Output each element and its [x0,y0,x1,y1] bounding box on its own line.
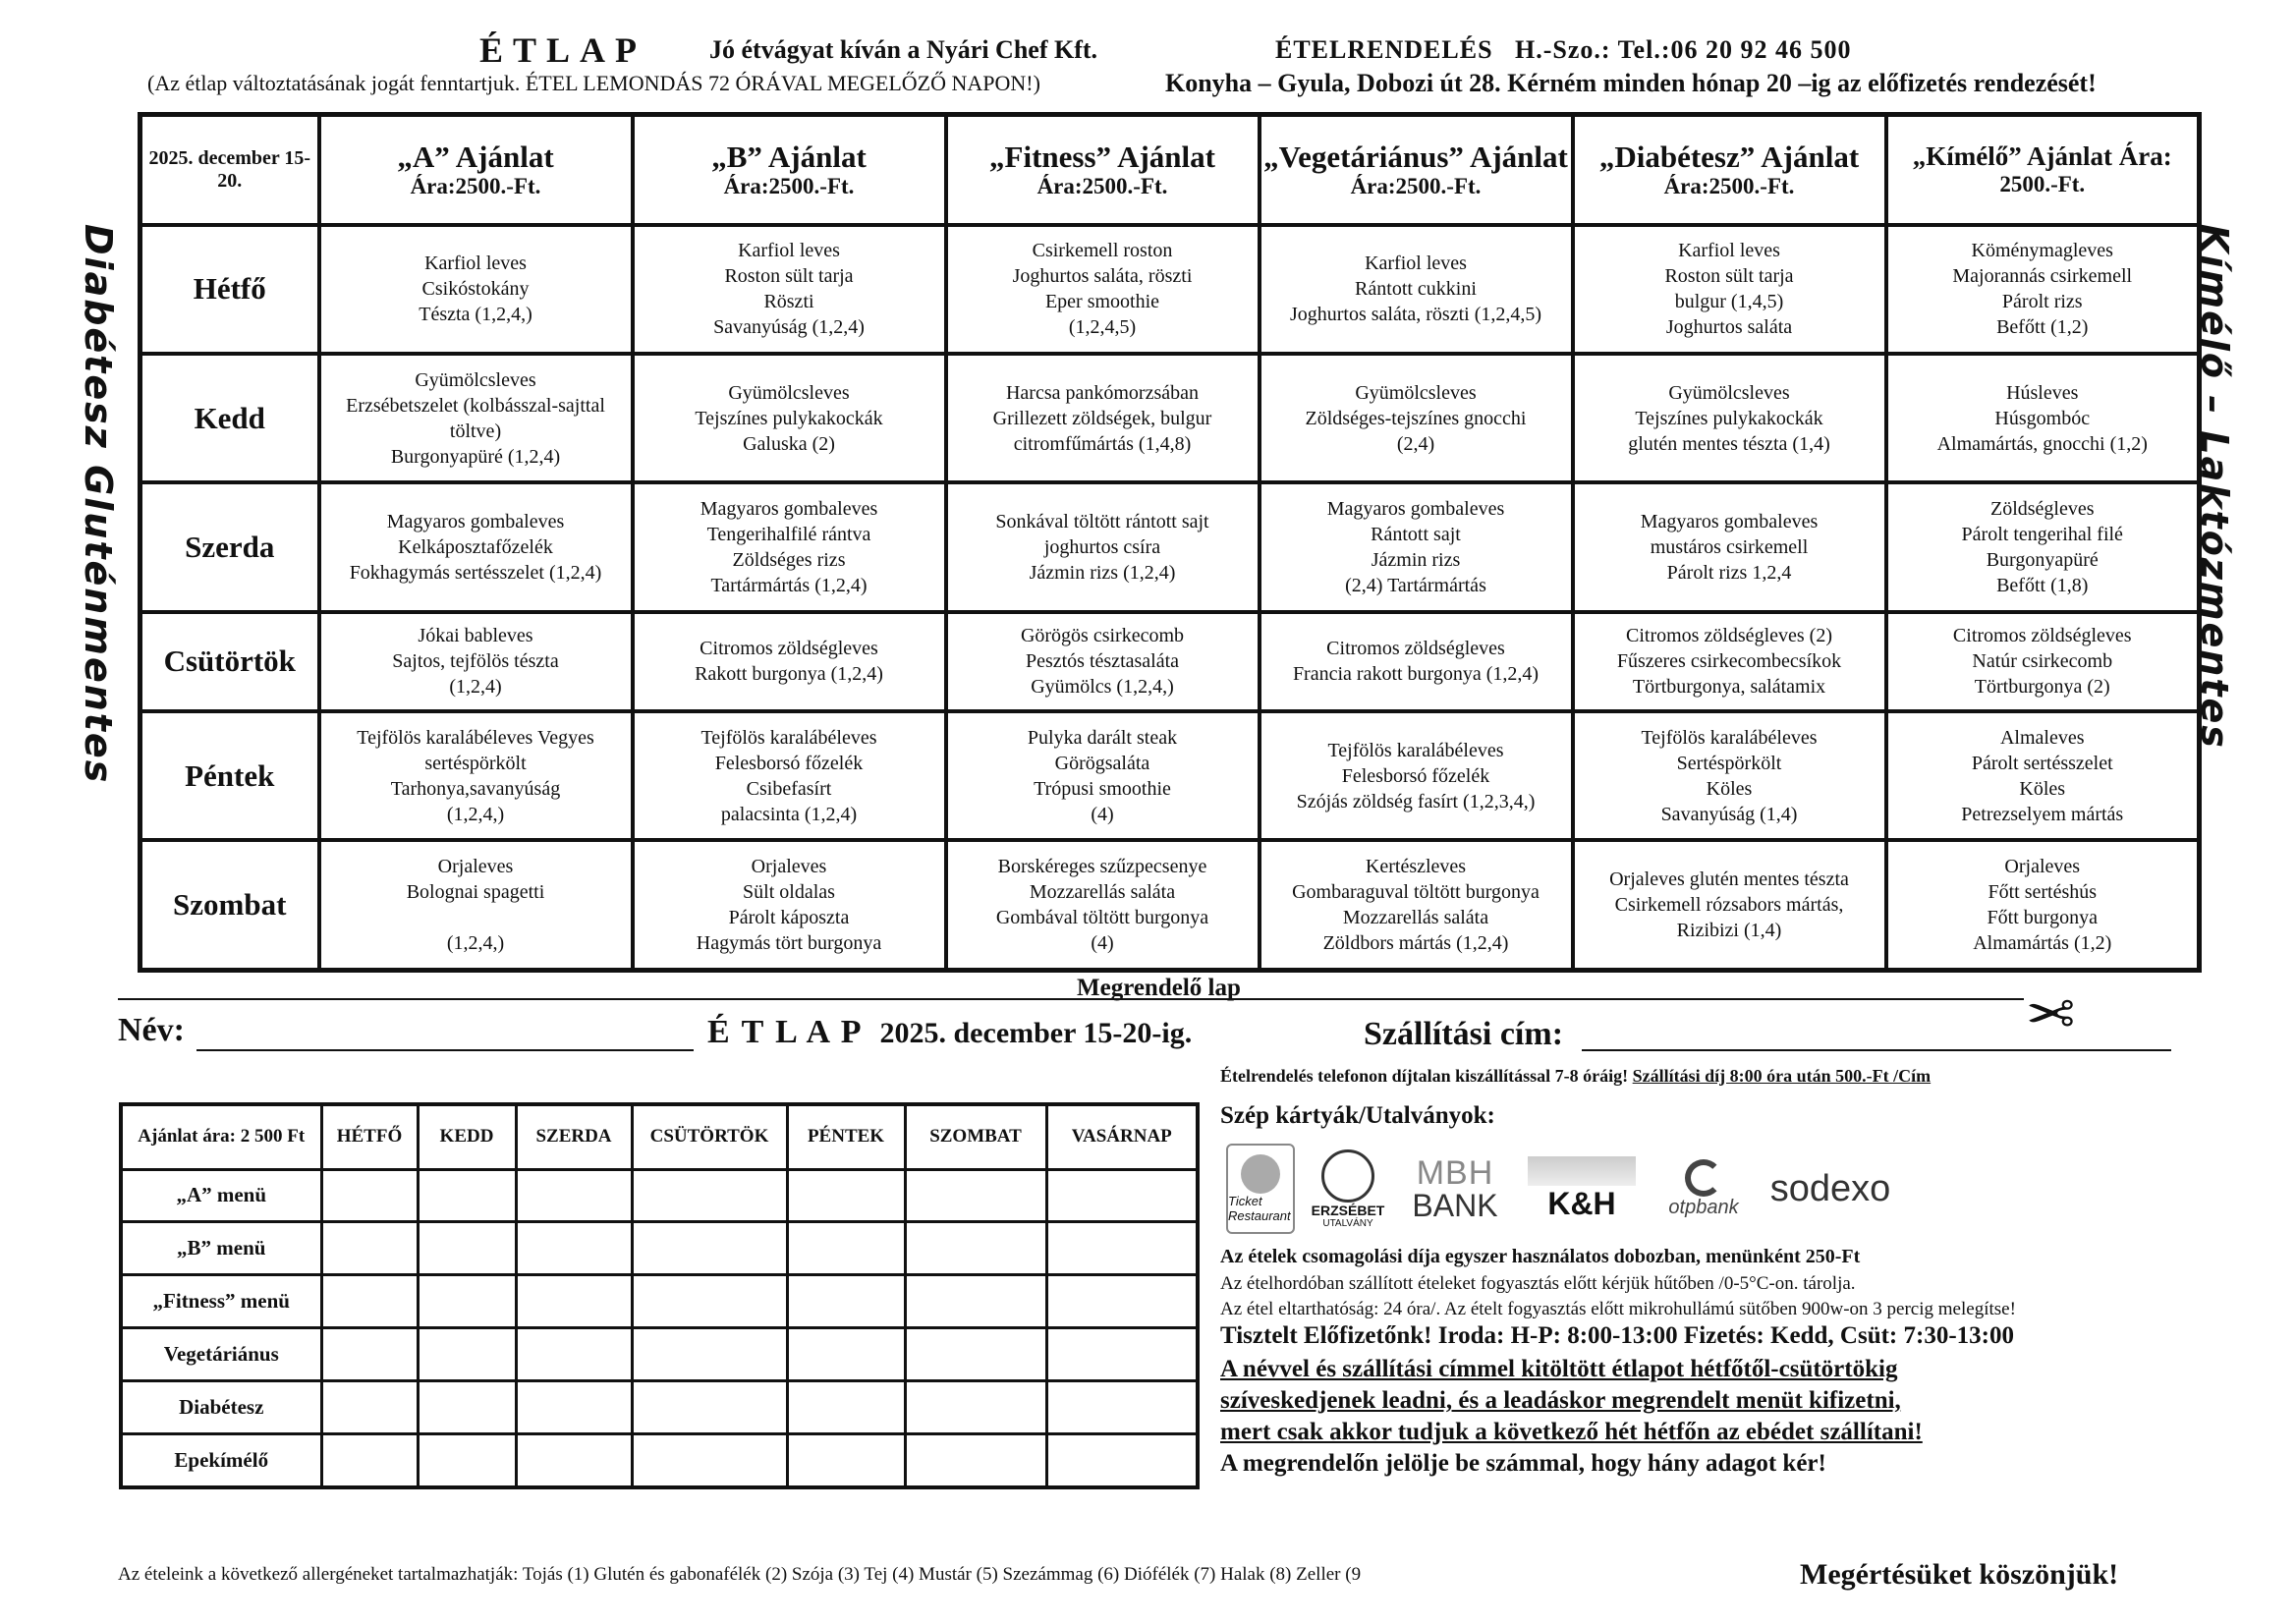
order-phone-line [1275,35,1851,65]
menu-cell: Csirkemell roston Joghurtos saláta, röszti Eper smoothie (1,2,4,5) [946,225,1260,354]
menu-cell: Citromos zöldségleves Natúr csirkecomb Törtburgonya (2) [1886,612,2200,711]
offer-header-vegetarian [1260,115,1573,225]
order-menu-week [707,1014,1192,1051]
order-cell[interactable] [787,1169,905,1222]
mbh-logo [1401,1156,1509,1221]
order-cell[interactable] [1046,1327,1198,1380]
logo-text: BANK [1412,1188,1498,1223]
order-cell[interactable] [516,1433,632,1487]
order-row-fitness [121,1275,1198,1328]
logo-text: ERZSÉBET [1311,1202,1385,1218]
delivery-text: Ételrendelés telefonon díjtalan kiszállítással 7-8 óráig! [1220,1066,1629,1086]
menu-cell: Zöldségleves Párolt tengerihal filé Burgonyapüré Befőtt (1,8) [1886,482,2200,611]
menu-cell: Citromos zöldségleves Francia rakott burgonya (1,2,4) [1260,612,1573,711]
col-header: VASÁRNAP [1046,1104,1198,1169]
ticket-circle-icon [1241,1154,1280,1194]
row-label: Vegetáriánus [121,1327,321,1380]
menu-cell: Húsleves Húsgombóc Almamártás, gnocchi (1,2) [1886,354,2200,482]
menu-cell: Tejfölös karalábéleves Felesborsó főzelék Szójás zöldség fasírt (1,2,3,4,) [1260,711,1573,840]
order-cell[interactable] [632,1433,787,1487]
cards-title: Szép kártyák/Utalványok: [1220,1102,1495,1129]
logo-text: K&H [1547,1185,1616,1221]
delivery-info [1220,1066,1931,1087]
order-cell[interactable] [905,1327,1046,1380]
offer-name: „B” Ajánlat [711,139,867,174]
order-form-title: Megrendelő lap [1077,975,1241,1001]
offer-header-a [319,115,633,225]
greeting-text: Jó étvágyat kíván a Nyári Chef Kft. [709,35,1098,64]
order-cell[interactable] [321,1380,418,1433]
offer-name: „Diabétesz” Ajánlat [1598,139,1860,174]
packaging-note: Az ételek csomagolási díja egyszer használatos dobozban, menünként 250-Ft [1220,1246,1861,1267]
menu-row-saturday [140,840,2200,970]
day-label: Szerda [140,482,319,611]
order-cell[interactable] [418,1380,516,1433]
order-cell[interactable] [418,1275,516,1328]
menu-cell: Orjaleves Sült oldalas Párolt káposzta Hagymás tört burgonya [633,840,946,970]
order-cell[interactable] [1046,1433,1198,1487]
menu-cell: Harcsa pankómorzsában Grillezett zöldségek, bulgur citromfűmártás (1,4,8) [946,354,1260,482]
storage-note: Az ételhordóban szállított ételeket fogyasztás előtt kérjük hűtőben /0-5°C-on. tárolja. [1220,1273,1856,1294]
menu-cell: Köménymagleves Majorannás csirkemell Párolt rizs Befőtt (1,2) [1886,225,2200,354]
offer-header-fitness [946,115,1260,225]
menu-cell: Tejfölös karalábéleves Felesborsó főzelék Csibefasírt palacsinta (1,2,4) [633,711,946,840]
menu-cell: Magyaros gombaleves Tengerihalfilé rántva Zöldséges rizs Tartármártás (1,2,4) [633,482,946,611]
order-label: ÉTELRENDELÉS [1275,35,1493,64]
row-label: Diabétesz [121,1380,321,1433]
offer-name: „Kímélő” Ajánlat Ára: [1912,141,2172,171]
side-label-left: Diabétesz Gluténmentes [77,224,120,785]
row-label: „B” menü [121,1222,321,1275]
office-hours: Tisztelt Előfizetőnk! Iroda: H-P: 8:00-13:00 Fizetés: Kedd, Csüt: 7:30-13:00 [1220,1322,2014,1349]
order-cell[interactable] [905,1380,1046,1433]
order-cell[interactable] [516,1327,632,1380]
order-cell[interactable] [905,1169,1046,1222]
order-week: 2025. december 15-20-ig. [879,1017,1193,1049]
erzsebet-crest-icon [1321,1149,1374,1203]
menu-cell: Magyaros gombaleves Kelkáposztafőzelék Fokhagymás sertésszelet (1,2,4) [319,482,633,611]
order-cell[interactable] [905,1275,1046,1328]
ticket-logo [1226,1144,1295,1234]
menu-row-thursday [140,612,2200,711]
name-field[interactable] [196,1049,694,1051]
menu-cell: Gyümölcsleves Zöldséges-tejszínes gnocchi (2,4) [1260,354,1573,482]
menu-row-monday [140,225,2200,354]
menu-cell: Görögös csirkecomb Pesztós tésztasaláta Gyümölcs (1,2,4,) [946,612,1260,711]
col-header: SZOMBAT [905,1104,1046,1169]
submit-note-2: szíveskedjenek leadni, és a leadáskor megrendelt menüt kifizetni, [1220,1387,1901,1414]
order-row-a [121,1169,1198,1222]
menu-cell: Orjaleves glutén mentes tészta Csirkemell rózsabors mártás, Rizibizi (1,4) [1573,840,1886,970]
logo-text: sodexo [1769,1167,1891,1209]
order-cell[interactable] [321,1169,418,1222]
offer-price: Ára:2500.-Ft. [723,174,855,199]
otp-symbol-icon [1685,1159,1722,1197]
menu-cell: Tejfölös karalábéleves Sertéspörkölt Köles Savanyúság (1,4) [1573,711,1886,840]
offer-price: Ára:2500.-Ft. [410,174,541,199]
order-cell[interactable] [787,1275,905,1328]
order-cell[interactable] [1046,1169,1198,1222]
logo-top-text: MBH [1416,1154,1494,1192]
allergen-note: Az ételeink a következő allergéneket tartalmazhatják: Tojás (1) Glutén és gabonafélék (2) Szója (3) Tej (4) Mustár (5) Szezámmag (6) Diófélék (7) Halak (8) Zeller (9 [118,1564,1362,1585]
menu-row-friday [140,711,2200,840]
offer-price: Ára:2500.-Ft. [1036,174,1168,199]
order-row-b [121,1222,1198,1275]
menu-row-tuesday [140,354,2200,482]
offer-name: „Vegetáriánus” Ajánlat [1263,139,1568,174]
menu-cell: Gyümölcsleves Tejszínes pulykakockák glutén mentes tészta (1,4) [1573,354,1886,482]
erzsebet-logo [1309,1149,1387,1229]
kitchen-address: Konyha – Gyula, Dobozi út 28. Kérném minden hónap 20 –ig az előfizetés rendezését! [1165,69,2097,97]
order-cell[interactable] [418,1169,516,1222]
kh-logo [1523,1156,1641,1222]
quantity-note: A megrendelőn jelölje be számmal, hogy hány adagot kér! [1220,1450,1826,1477]
order-cell[interactable] [787,1433,905,1487]
menu-cell: Pulyka darált steak Görögsaláta Trópusi smoothie (4) [946,711,1260,840]
order-cell[interactable] [1046,1222,1198,1275]
offer-header-b [633,115,946,225]
offer-header-diabetic [1573,115,1886,225]
logo-subtext: UTALVÁNY [1322,1217,1373,1229]
menu-header-row [140,115,2200,225]
col-header: HÉTFŐ [321,1104,418,1169]
col-header: PÉNTEK [787,1104,905,1169]
voucher-logos [1226,1140,1943,1238]
order-cell[interactable] [418,1222,516,1275]
submit-note-1: A névvel és szállítási címmel kitöltött étlapot hétfőtől-csütörtökig [1220,1356,1898,1382]
order-cell[interactable] [321,1222,418,1275]
order-table [119,1102,1200,1489]
order-cell[interactable] [321,1433,418,1487]
menu-cell: Sonkával töltött rántott sajt joghurtos csíra Jázmin rizs (1,2,4) [946,482,1260,611]
offer-name: „A” Ajánlat [397,139,554,174]
offer-price: 2500.-Ft. [1999,172,2086,197]
name-label: Név: [118,1012,185,1048]
logo-text: otpbank [1668,1196,1739,1218]
order-row-diabetic [121,1380,1198,1433]
order-cell[interactable] [516,1380,632,1433]
kh-symbol-icon [1528,1156,1636,1186]
row-label: „Fitness” menü [121,1275,321,1328]
menu-cell: Karfiol leves Roston sült tarja Röszti Savanyúság (1,2,4) [633,225,946,354]
offer-name: „Fitness” Ajánlat [989,139,1215,174]
side-label-right: Kímélő – Laktózmentes [2193,224,2236,750]
menu-cell: Jókai bableves Sajtos, tejfölös tészta (1,2,4) [319,612,633,711]
order-cell[interactable] [787,1222,905,1275]
cut-line [118,998,2024,1000]
order-cell[interactable] [516,1222,632,1275]
sodexo-logo [1766,1168,1894,1210]
col-header: CSÜTÖRTÖK [632,1104,787,1169]
menu-cell: Magyaros gombaleves mustáros csirkemell Párolt rizs 1,2,4 [1573,482,1886,611]
col-header: KEDD [418,1104,516,1169]
order-cell[interactable] [787,1327,905,1380]
order-cell[interactable] [905,1433,1046,1487]
otp-logo [1654,1159,1753,1219]
order-header-row [121,1104,1198,1169]
menu-cell: Citromos zöldségleves (2) Fűszeres csirkecombecsíkok Törtburgonya, salátamix [1573,612,1886,711]
logo-text: Ticket Restaurant [1228,1194,1291,1223]
order-cell[interactable] [632,1327,787,1380]
page-title: ÉTLAP [479,30,647,70]
menu-row-wednesday [140,482,2200,611]
ship-label: Szállítási cím: [1364,1016,1564,1052]
menu-cell: Kertészleves Gombaraguval töltött burgonya Mozzarellás saláta Zöldbors mártás (1,2,4) [1260,840,1573,970]
order-cell[interactable] [321,1275,418,1328]
order-cell[interactable] [321,1327,418,1380]
menu-cell: Citromos zöldségleves Rakott burgonya (1,2,4) [633,612,946,711]
order-cell[interactable] [516,1275,632,1328]
order-cell[interactable] [516,1169,632,1222]
submit-note-3: mert csak akkor tudjuk a következő hét hétfőn az ebédet szállítani! [1220,1419,1923,1445]
menu-cell: Almaleves Párolt sertésszelet Köles Petrezselyem mártás [1886,711,2200,840]
offer-price: Ára:2500.-Ft. [1663,174,1795,199]
order-cell[interactable] [632,1275,787,1328]
day-label: Kedd [140,354,319,482]
price-label: Ajánlat ára: 2 500 Ft [121,1104,321,1169]
weekly-menu-table [138,112,2202,973]
menu-cell: Orjaleves Főtt sertéshús Főtt burgonya Almamártás (1,2) [1886,840,2200,970]
order-cell[interactable] [787,1380,905,1433]
menu-cell: Magyaros gombaleves Rántott sajt Jázmin rizs (2,4) Tartármártás [1260,482,1573,611]
offer-header-gentle [1886,115,2200,225]
order-cell[interactable] [632,1169,787,1222]
order-cell[interactable] [1046,1380,1198,1433]
order-cell[interactable] [632,1380,787,1433]
menu-cell: Karfiol leves Roston sült tarja bulgur (1,4,5) Joghurtos saláta [1573,225,1886,354]
order-cell[interactable] [418,1433,516,1487]
menu-cell: Gyümölcsleves Tejszínes pulykakockák Galuska (2) [633,354,946,482]
shelf-life-note: Az étel eltarthatóság: 24 óra/. Az ételt fogyasztás előtt mikrohullámú sütőben 900w-on 3 percig melegítse! [1220,1299,2016,1319]
menu-cell: Tejfölös karalábéleves Vegyes sertéspörkölt Tarhonya,savanyúság (1,2,4,) [319,711,633,840]
order-etlap: É T L A P [707,1014,864,1050]
delivery-fee: Szállítási díj 8:00 óra után 500.-Ft /Cím [1632,1066,1932,1086]
day-label: Szombat [140,840,319,970]
ship-address-field[interactable] [1582,1049,2171,1051]
order-row-vegetarian [121,1327,1198,1380]
row-label: Epekímélő [121,1433,321,1487]
order-cell[interactable] [1046,1275,1198,1328]
day-label: Péntek [140,711,319,840]
row-label: „A” menü [121,1169,321,1222]
col-header: SZERDA [516,1104,632,1169]
order-cell[interactable] [418,1327,516,1380]
scissors-icon: ✂ [2026,980,2076,1049]
menu-cell: Karfiol leves Rántott cukkini Joghurtos saláta, röszti (1,2,4,5) [1260,225,1573,354]
order-cell[interactable] [905,1222,1046,1275]
cancellation-note: (Az étlap változtatásának jogát fenntartjuk. ÉTEL LEMONDÁS 72 ÓRÁVAL MEGELŐZŐ NAPON!) [147,71,1040,95]
order-cell[interactable] [632,1222,787,1275]
day-label: Csütörtök [140,612,319,711]
menu-cell: Gyümölcsleves Erzsébetszelet (kolbásszal-sajttal töltve) Burgonyapüré (1,2,4) [319,354,633,482]
thanks-text: Megértésüket köszönjük! [1800,1558,2119,1591]
day-label: Hétfő [140,225,319,354]
menu-cell: Borskéreges szűzpecsenye Mozzarellás saláta Gombával töltött burgonya (4) [946,840,1260,970]
menu-cell: Orjaleves Bolognai spagetti (1,2,4,) [319,840,633,970]
phone-text: H.-Szo.: Tel.:06 20 92 46 500 [1515,35,1852,64]
order-row-gentle [121,1433,1198,1487]
menu-cell: Karfiol leves Csikóstokány Tészta (1,2,4,) [319,225,633,354]
offer-price: Ára:2500.-Ft. [1350,174,1482,199]
menu-date: 2025. december 15-20. [140,115,319,225]
